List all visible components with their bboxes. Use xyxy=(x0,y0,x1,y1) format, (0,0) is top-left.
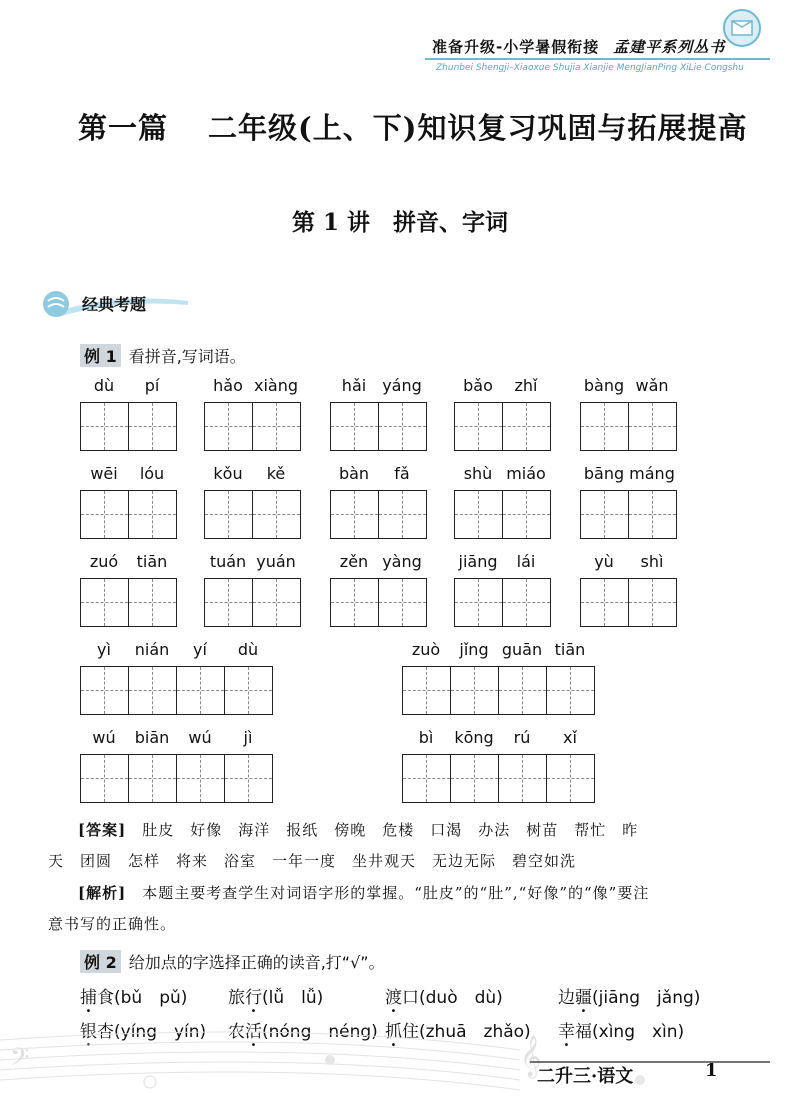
tian-zi-box[interactable] xyxy=(177,755,225,802)
pinyin-row xyxy=(204,464,300,490)
dotted-char: 疆 xyxy=(575,988,592,1008)
pinyin-syllable: zěn xyxy=(339,552,369,571)
pinyin-row xyxy=(80,640,272,666)
section-label: 经典考题 xyxy=(82,295,147,314)
tian-zi-box[interactable] xyxy=(581,579,629,626)
pinyin-syllable: tiān xyxy=(136,552,168,571)
tian-zi-box[interactable] xyxy=(379,403,426,450)
plain-char: 边 xyxy=(558,988,575,1008)
pinyin-syllable: nián xyxy=(134,640,170,659)
writing-boxes xyxy=(402,666,595,715)
example-2-tag: 例 2 xyxy=(80,950,121,973)
dotted-char: 捕 xyxy=(80,988,97,1008)
tian-zi-box[interactable] xyxy=(331,579,379,626)
pinyin-syllable: tuán xyxy=(209,552,247,571)
analysis-text-1: 本题主要考查学生对词语字形的掌握。“肚皮”的“肚”,“好像”的“像”要注 xyxy=(142,884,650,902)
tian-zi-box[interactable] xyxy=(253,491,300,538)
dotted-char: 活 xyxy=(245,1022,262,1042)
pinyin-syllable: yí xyxy=(193,640,207,659)
series-romanization: Zhunbei Shengji–Xiaoxue Shujia Xianjie MengJianPing XiLie Congshu xyxy=(436,63,744,73)
reading-options: 食(bǔ pǔ) xyxy=(97,988,188,1008)
writing-boxes xyxy=(204,578,301,627)
pinyin-syllable: máng xyxy=(629,464,675,483)
part-title: 第一篇 二年级(上、下)知识复习巩固与拓展提高 xyxy=(78,111,748,145)
tian-zi-box[interactable] xyxy=(129,667,177,714)
pinyin-syllable: yàng xyxy=(382,552,422,571)
tian-zi-box[interactable] xyxy=(331,403,379,450)
answer-text-1: 肚皮 好像 海洋 报纸 傍晚 危楼 口渴 办法 树苗 帮忙 昨 xyxy=(142,821,639,839)
tian-zi-box[interactable] xyxy=(253,403,300,450)
tian-zi-box[interactable] xyxy=(81,491,129,538)
pinyin-syllable: kōng xyxy=(454,728,494,747)
plain-char: 农 xyxy=(228,1022,245,1042)
tian-zi-box[interactable] xyxy=(205,403,253,450)
analysis-paragraph xyxy=(48,878,768,940)
pinyin-syllable: wēi xyxy=(90,464,118,483)
pinyin-syllable: xiàng xyxy=(253,376,298,395)
example-2-prompt: 给加点的字选择正确的读音,打“√”。 xyxy=(128,953,385,972)
writing-boxes xyxy=(580,490,677,539)
pinyin-syllable: hǎi xyxy=(341,376,367,395)
tian-zi-box[interactable] xyxy=(225,755,272,802)
tian-zi-box[interactable] xyxy=(403,755,451,802)
tian-zi-box[interactable] xyxy=(81,667,129,714)
pinyin-row xyxy=(454,464,550,490)
tian-zi-box[interactable] xyxy=(629,403,676,450)
tian-zi-box[interactable] xyxy=(379,491,426,538)
writing-boxes xyxy=(330,402,427,451)
tian-zi-box[interactable] xyxy=(499,667,547,714)
pinyin-syllable: zuó xyxy=(89,552,119,571)
tian-zi-box[interactable] xyxy=(379,579,426,626)
pinyin-syllable: tiān xyxy=(554,640,586,659)
writing-boxes xyxy=(330,490,427,539)
pinyin-row xyxy=(80,552,176,578)
tian-zi-box[interactable] xyxy=(81,579,129,626)
tian-zi-box[interactable] xyxy=(455,579,503,626)
pinyin-row xyxy=(402,728,594,754)
pinyin-syllable: guān xyxy=(501,640,543,659)
pinyin-syllable: dù xyxy=(93,376,115,395)
pinyin-row xyxy=(204,376,300,402)
pinyin-syllable: shì xyxy=(640,552,664,571)
reading-choice-item[interactable] xyxy=(558,983,700,1008)
writing-boxes xyxy=(454,490,551,539)
tian-zi-box[interactable] xyxy=(451,667,499,714)
writing-boxes xyxy=(204,490,301,539)
pinyin-row xyxy=(580,552,676,578)
reading-options: 福(xìng xìn) xyxy=(575,1022,685,1042)
pinyin-syllable: yuán xyxy=(256,552,296,571)
tian-zi-box[interactable] xyxy=(253,579,300,626)
tian-zi-box[interactable] xyxy=(547,667,594,714)
pinyin-syllable: jì xyxy=(243,728,253,747)
pinyin-syllable: shù xyxy=(463,464,493,483)
pinyin-row xyxy=(330,552,426,578)
tian-zi-box[interactable] xyxy=(503,491,550,538)
pinyin-syllable: bǎo xyxy=(463,376,493,395)
footer-brand: 二升三·语文 xyxy=(537,1066,634,1087)
dotted-char: 渡 xyxy=(385,988,402,1008)
reading-options: 口(duò dù) xyxy=(402,988,503,1008)
pinyin-row xyxy=(80,464,176,490)
tian-zi-box[interactable] xyxy=(629,579,676,626)
page-number: 1 xyxy=(705,1060,718,1081)
pinyin-syllable: bì xyxy=(418,728,434,747)
pinyin-syllable: jiāng xyxy=(458,552,498,571)
pinyin-syllable: zuò xyxy=(411,640,441,659)
pinyin-syllable: zhǐ xyxy=(514,376,538,395)
pinyin-syllable: fǎ xyxy=(394,464,410,483)
pinyin-syllable: kǒu xyxy=(213,464,243,483)
reading-choice-item[interactable] xyxy=(385,983,503,1008)
example-1-heading xyxy=(80,344,246,367)
tian-zi-box[interactable] xyxy=(499,755,547,802)
tian-zi-box[interactable] xyxy=(177,667,225,714)
tian-zi-box[interactable] xyxy=(455,403,503,450)
publisher-seal-icon xyxy=(722,8,762,48)
pinyin-row xyxy=(80,376,176,402)
dotted-char: 银 xyxy=(80,1022,97,1042)
example-2-heading xyxy=(80,950,385,973)
reading-choice-item[interactable] xyxy=(228,983,323,1008)
tian-zi-box[interactable] xyxy=(455,491,503,538)
reading-options: (lǚ lǚ) xyxy=(262,988,324,1008)
writing-boxes xyxy=(454,402,551,451)
pinyin-row xyxy=(330,464,426,490)
tian-zi-box[interactable] xyxy=(129,491,176,538)
tian-zi-box[interactable] xyxy=(205,491,253,538)
pinyin-syllable: miáo xyxy=(506,464,546,483)
plain-char: 旅 xyxy=(228,988,245,1008)
pinyin-row xyxy=(204,552,300,578)
pinyin-row xyxy=(80,728,272,754)
tian-zi-box[interactable] xyxy=(581,491,629,538)
pinyin-row xyxy=(454,376,550,402)
analysis-text-2: 意书写的正确性。 xyxy=(48,915,177,933)
tian-zi-box[interactable] xyxy=(129,755,177,802)
tian-zi-box[interactable] xyxy=(451,755,499,802)
pinyin-syllable: yì xyxy=(97,640,111,659)
writing-boxes xyxy=(454,578,551,627)
tian-zi-box[interactable] xyxy=(503,403,550,450)
example-1-tag: 例 1 xyxy=(80,344,121,367)
writing-boxes xyxy=(402,754,595,803)
pinyin-row xyxy=(454,552,550,578)
tian-zi-box[interactable] xyxy=(81,403,129,450)
reading-choice-item[interactable] xyxy=(80,983,187,1008)
reading-options: 住(zhuā zhǎo) xyxy=(402,1022,531,1042)
pinyin-row xyxy=(402,640,594,666)
tian-zi-box[interactable] xyxy=(629,491,676,538)
svg-text:𝄞: 𝄞 xyxy=(520,1036,542,1077)
pinyin-syllable: dù xyxy=(237,640,259,659)
tian-zi-box[interactable] xyxy=(81,755,129,802)
answer-label: [答案] xyxy=(78,821,127,839)
pinyin-syllable: lóu xyxy=(139,464,165,483)
music-staff-decoration-icon xyxy=(0,1020,800,1112)
pinyin-syllable: yáng xyxy=(382,376,422,395)
pinyin-syllable: wú xyxy=(92,728,116,747)
tian-zi-box[interactable] xyxy=(129,579,176,626)
answer-paragraph xyxy=(48,815,768,877)
header-rule xyxy=(425,58,770,60)
writing-boxes xyxy=(80,402,177,451)
pinyin-row xyxy=(580,376,676,402)
reading-options: (nóng néng) xyxy=(262,1022,378,1042)
writing-boxes xyxy=(580,578,677,627)
svg-text:𝄢: 𝄢 xyxy=(10,1043,30,1078)
tian-zi-box[interactable] xyxy=(403,667,451,714)
dotted-char: 抓 xyxy=(385,1022,402,1042)
writing-boxes xyxy=(204,402,301,451)
pinyin-syllable: pí xyxy=(144,376,160,395)
tian-zi-box[interactable] xyxy=(547,755,594,802)
pinyin-syllable: bàng xyxy=(583,376,625,395)
example-1-prompt: 看拼音,写词语。 xyxy=(128,347,246,366)
writing-boxes xyxy=(80,666,273,715)
reading-options: 杏(yíng yín) xyxy=(97,1022,207,1042)
pinyin-syllable: wǎn xyxy=(635,376,669,395)
tian-zi-box[interactable] xyxy=(503,579,550,626)
writing-boxes xyxy=(580,402,677,451)
dotted-char: 幸 xyxy=(558,1022,575,1042)
pinyin-row xyxy=(330,376,426,402)
tian-zi-box[interactable] xyxy=(129,403,176,450)
dotted-char: 行 xyxy=(245,988,262,1008)
tian-zi-box[interactable] xyxy=(225,667,272,714)
pinyin-syllable: xǐ xyxy=(563,728,577,747)
writing-boxes xyxy=(80,754,273,803)
pinyin-syllable: bàn xyxy=(338,464,370,483)
pinyin-syllable: jǐng xyxy=(459,640,489,659)
series-title: 准备升级-小学暑假衔接 孟建平系列丛书 xyxy=(432,38,726,56)
writing-boxes xyxy=(80,578,177,627)
pinyin-syllable: wú xyxy=(188,728,212,747)
tian-zi-box[interactable] xyxy=(331,491,379,538)
pinyin-syllable: rú xyxy=(513,728,531,747)
answer-text-2: 天 团圆 怎样 将来 浴室 一年一度 坐井观天 无边无际 碧空如洗 xyxy=(48,852,577,870)
pinyin-syllable: yù xyxy=(594,552,614,571)
writing-boxes xyxy=(330,578,427,627)
pinyin-syllable: biān xyxy=(134,728,170,747)
pinyin-row xyxy=(580,464,676,490)
tian-zi-box[interactable] xyxy=(205,579,253,626)
tian-zi-box[interactable] xyxy=(581,403,629,450)
reading-options: (jiāng jǎng) xyxy=(592,988,701,1008)
lesson-title: 第 1 讲 拼音、字词 xyxy=(291,209,509,236)
analysis-label: [解析] xyxy=(78,884,127,902)
writing-boxes xyxy=(80,490,177,539)
pinyin-syllable: kě xyxy=(266,464,286,483)
pinyin-syllable: hǎo xyxy=(213,376,243,395)
pinyin-syllable: lái xyxy=(516,552,536,571)
pinyin-syllable: bāng xyxy=(583,464,625,483)
